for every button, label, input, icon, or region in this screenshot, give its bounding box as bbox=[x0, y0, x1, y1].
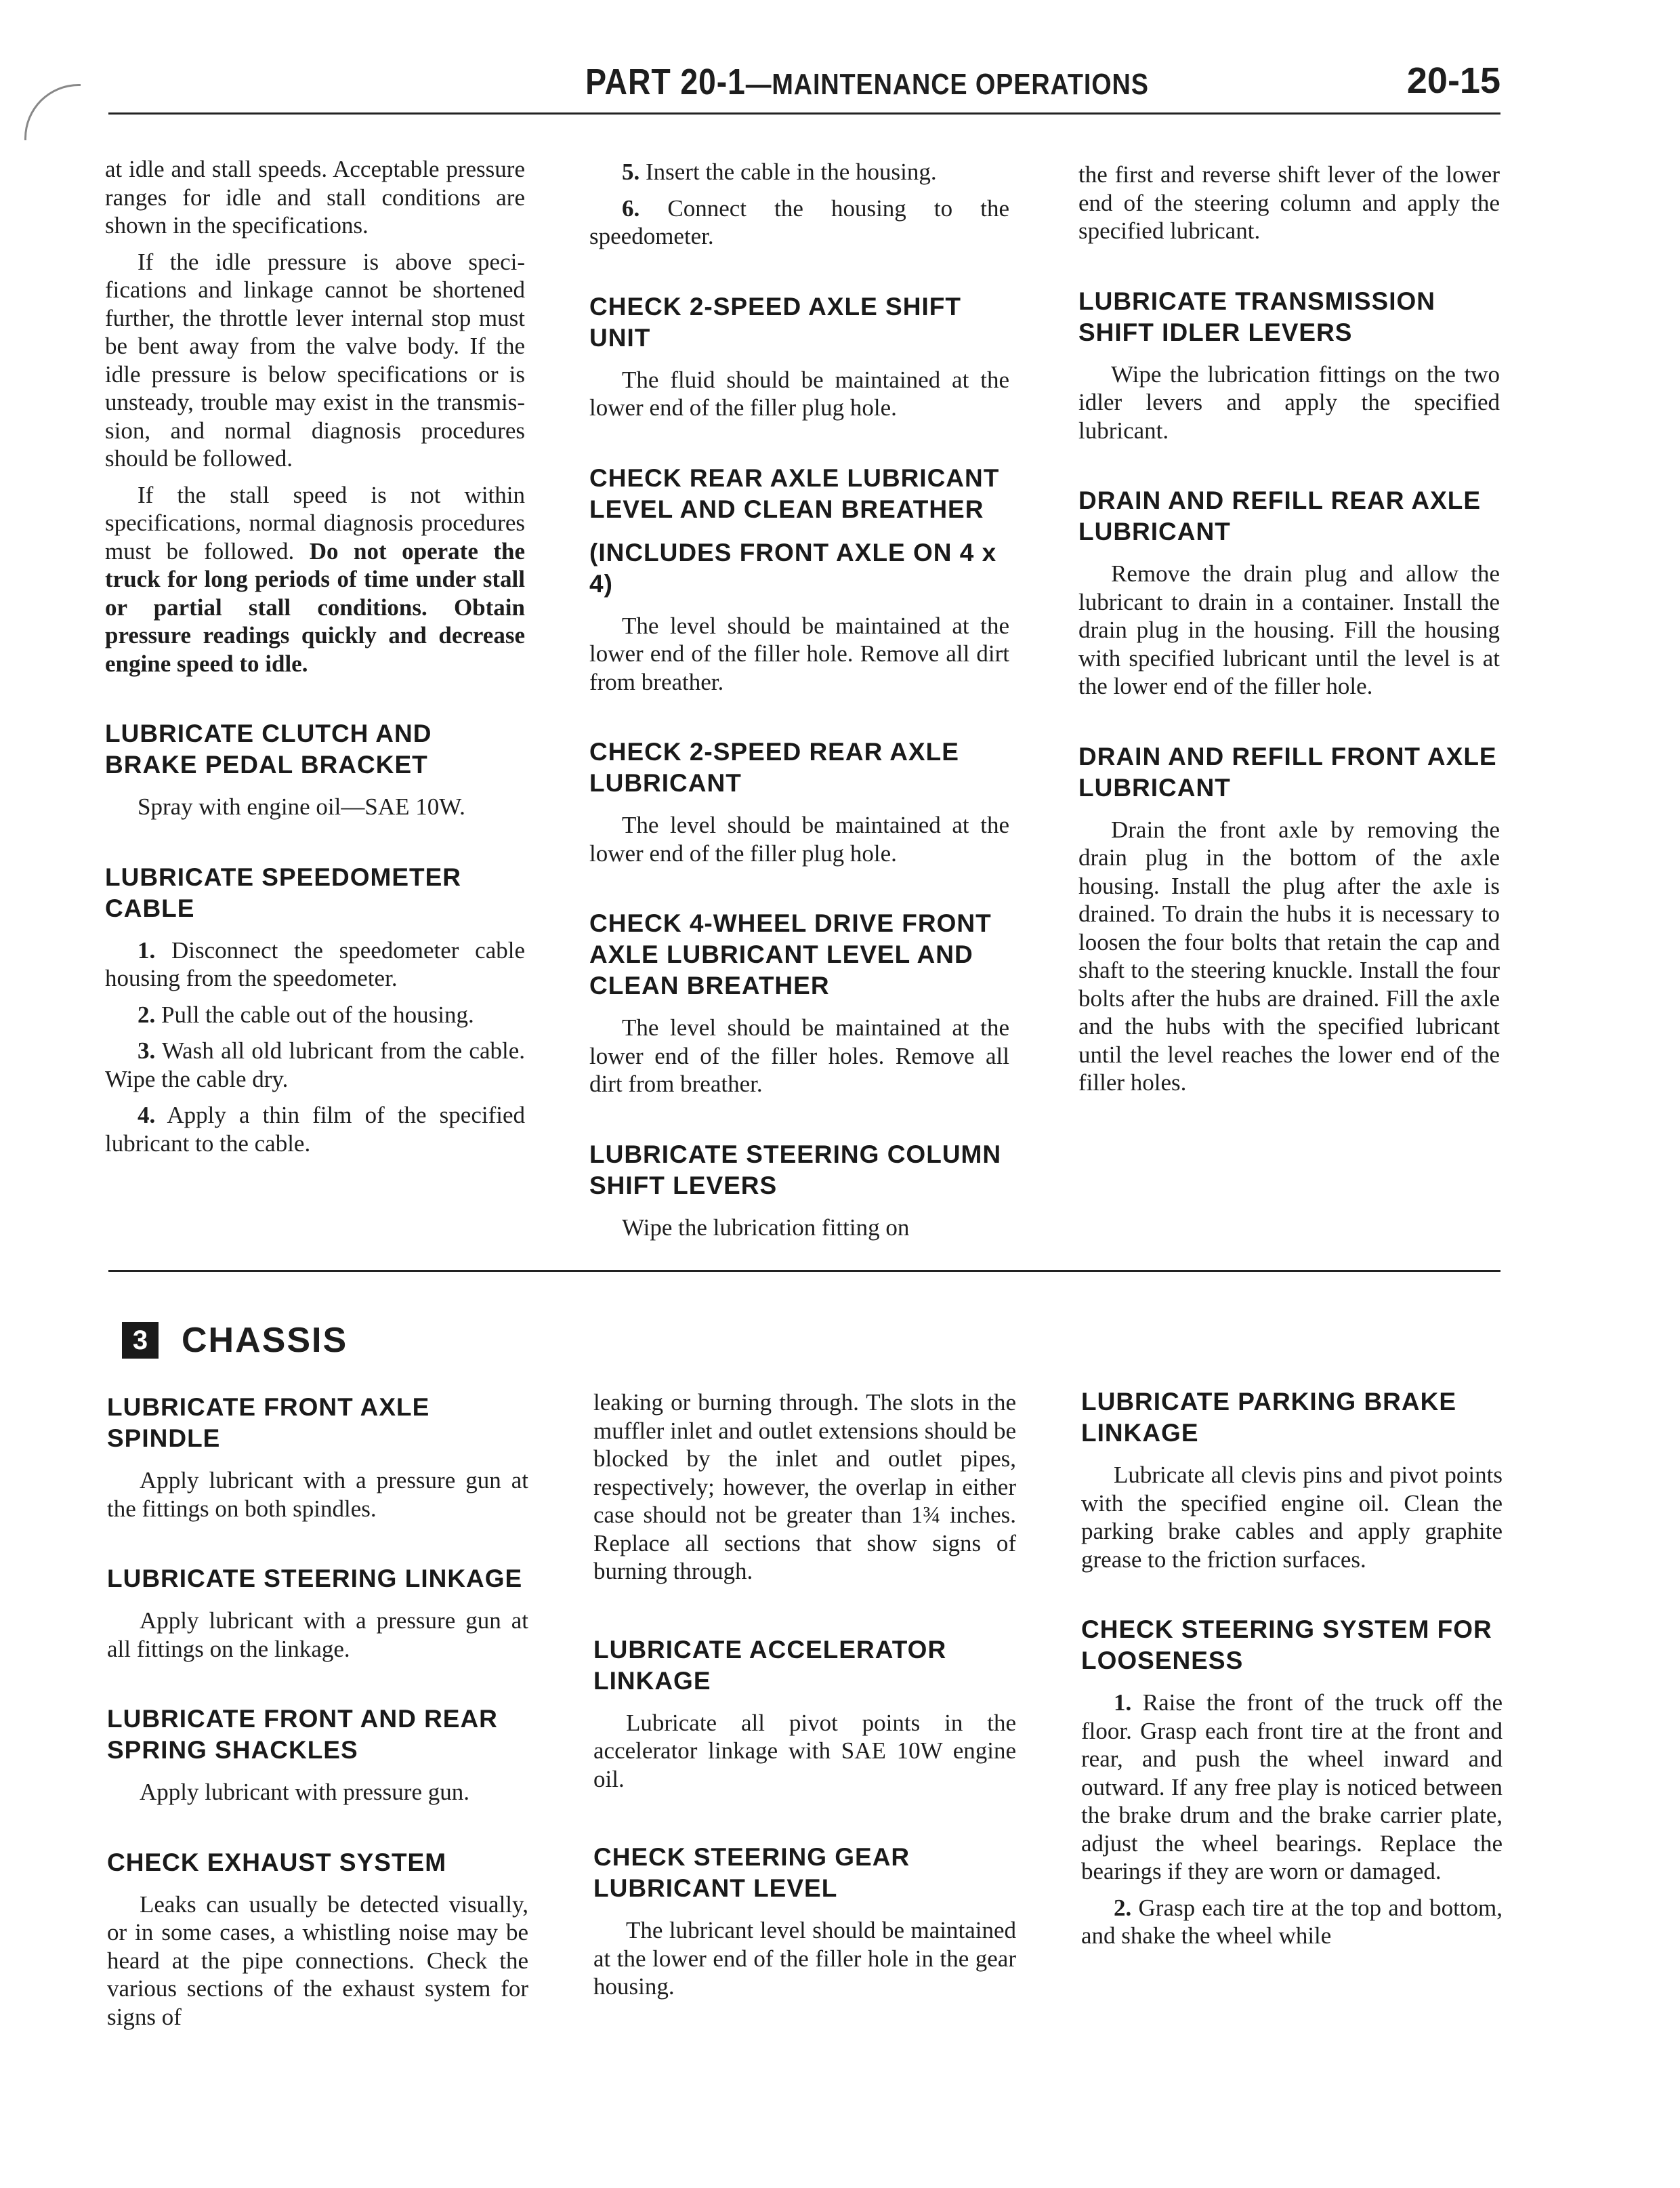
paragraph: the first and reverse shift lever of the lower end of the steering column and apply the specified lubricant. bbox=[1078, 161, 1500, 244]
paragraph: The level should be maintained at the lower end of the filler holes. Remove all dirt from breather. bbox=[589, 1014, 1009, 1097]
top-column-1 bbox=[105, 155, 525, 1165]
paragraph: The level should be maintained at the lower end of the filler plug hole. bbox=[589, 812, 1009, 867]
section-heading-chassis bbox=[122, 1317, 348, 1364]
heading-rear-axle-lubricant: CHECK REAR AXLE LUBRICANT LEVEL AND CLEAN BREATHER bbox=[589, 463, 1000, 523]
heading-accelerator-linkage: LUBRICATE ACCELERATOR LINKAGE bbox=[593, 1635, 947, 1695]
heading-spring-shackles: LUBRICATE FRONT AND REAR SPRING SHACKLES bbox=[107, 1705, 498, 1764]
heading-drain-rear-axle: DRAIN AND REFILL REAR AXLE LUBRICANT bbox=[1078, 487, 1482, 545]
header-part: PART 20-1 bbox=[585, 62, 746, 102]
paragraph: If the idle pressure is above specifications and linkage cannot be shortened further, the throttle lever internal stop must be bent away from the valve body. If the idle pressure is below specifications or is unsteady, trouble may exist in the transmission, and normal diagnosis procedures should be followed. bbox=[105, 248, 525, 472]
step-text: Apply a thin film of the specified lubricant to the cable. bbox=[105, 1102, 525, 1157]
paragraph: Wipe the lubrication fittings on the two idler levers and apply the specified lubricant. bbox=[1078, 360, 1500, 444]
heading-steering-column-levers: LUBRICATE STEERING COLUMN SHIFT LEVERS bbox=[589, 1140, 1002, 1199]
step-1 bbox=[1081, 1689, 1503, 1886]
paragraph: The fluid should be maintained at the lower end of the filler plug hole. bbox=[589, 366, 1009, 421]
paragraph: at idle and stall speeds. Acceptable pressure ranges for idle and stall conditions are shown in the specifications. bbox=[105, 156, 525, 239]
paragraph: leaking or burning through. The slots in the muffler inlet and outlet extensions should be blocked by the inlet and outlet pipes, respectively; however, the overlap in either case should not be greater than 1¾ inches. Replace all sections that show signs of burning through. bbox=[593, 1389, 1016, 1584]
heading-parking-brake-linkage: LUBRICATE PARKING BRAKE LINKAGE bbox=[1081, 1388, 1457, 1447]
step-2 bbox=[1081, 1894, 1503, 1950]
top-column-3 bbox=[1078, 161, 1500, 1105]
step-text: Raise the front of the truck off the floor. Grasp each front tire at the front and rear, and push the wheel inward and outward. If any free play is noticed between the brake drum and the brake carrier plate, adjust the wheel bearings. Replace the bearings if they are worn or damaged. bbox=[1081, 1689, 1503, 1884]
heading-4wd-front-axle: CHECK 4-WHEEL DRIVE FRONT AXLE LUBRICANT LEVEL AND CLEAN BREATHER bbox=[589, 909, 992, 999]
step-1 bbox=[105, 936, 525, 993]
heading-exhaust-system: CHECK EXHAUST SYSTEM bbox=[107, 1848, 447, 1876]
paragraph: Wipe the lubrication fitting on bbox=[622, 1214, 910, 1241]
corner-mark bbox=[24, 84, 81, 140]
heading-2speed-shift-unit: CHECK 2-SPEED AXLE SHIFT UNIT bbox=[589, 292, 961, 352]
section-divider bbox=[108, 1270, 1500, 1272]
heading-transmission-idler-levers: LUBRICATE TRANSMISSION SHIFT IDLER LEVERS bbox=[1078, 287, 1435, 346]
heading-includes-front-axle: (INCLUDES FRONT AXLE ON 4 x 4) bbox=[589, 538, 997, 598]
step-text: Connect the housing to the speedometer. bbox=[589, 194, 1009, 249]
step-text: Disconnect the speedometer cable housing from the speedometer. bbox=[105, 936, 525, 991]
step-text: Grasp each tire at the top and bottom, and shake the wheel while bbox=[1081, 1894, 1503, 1949]
step-number: 1. bbox=[138, 936, 156, 964]
section-title: CHASSIS bbox=[182, 1321, 348, 1360]
paragraph: The lubricant level should be maintained at the lower end of the filler hole in the gear housing. bbox=[593, 1917, 1016, 2000]
top-column-2 bbox=[589, 158, 1009, 1250]
step-number: 5. bbox=[622, 159, 640, 185]
step-text: Insert the cable in the housing. bbox=[639, 159, 937, 185]
page-number: 20-15 bbox=[1406, 60, 1500, 101]
paragraph: The level should be maintained at the lower end of the filler hole. Remove all dirt from breather. bbox=[589, 612, 1009, 695]
paragraph: Apply lubricant with a pressure gun at the fittings on both spindles. bbox=[107, 1467, 528, 1522]
bottom-column-1 bbox=[107, 1392, 528, 2039]
bottom-column-3 bbox=[1081, 1386, 1503, 1958]
warning-text: Do not operate the truck for long periods of time under stall or partial stall conditions. Obtain pressure readings quickly and decrease engine speed to idle. bbox=[105, 537, 525, 677]
paragraph: Remove the drain plug and allow the lubricant to drain in a container. Install the drain plug in the housing. Fill the housing with specified lubricant until the level is at the lower end of the filler hole. bbox=[1078, 560, 1500, 699]
step-number: 4. bbox=[138, 1102, 156, 1128]
heading-clutch-bracket: LUBRICATE CLUTCH AND BRAKE PEDAL BRACKET bbox=[105, 720, 432, 779]
heading-2speed-rear-axle: CHECK 2-SPEED REAR AXLE LUBRICANT bbox=[589, 738, 959, 797]
paragraph bbox=[105, 481, 525, 678]
paragraph: Lubricate all pivot points in the accelerator linkage with SAE 10W engine oil. bbox=[593, 1709, 1016, 1792]
paragraph: Leaks can usually be detected visually, or in some cases, a whistling noise may be heard at the pipe connections. Check the various sections of the exhaust system for signs of bbox=[107, 1891, 528, 2030]
step-number: 2. bbox=[138, 1001, 156, 1028]
bottom-column-2 bbox=[593, 1388, 1016, 2009]
step-4 bbox=[105, 1101, 525, 1157]
step-text: Pull the cable out of the housing. bbox=[155, 1001, 474, 1028]
step-number: 6. bbox=[622, 194, 640, 222]
heading-steering-looseness: CHECK STEERING SYSTEM FOR LOOSENESS bbox=[1081, 1615, 1492, 1674]
heading-front-axle-spindle: LUBRICATE FRONT AXLE SPINDLE bbox=[107, 1393, 430, 1452]
heading-speedometer-cable: LUBRICATE SPEEDOMETER CABLE bbox=[105, 863, 462, 922]
heading-steering-linkage: LUBRICATE STEERING LINKAGE bbox=[107, 1565, 523, 1592]
step-6 bbox=[589, 194, 1009, 251]
step-number: 1. bbox=[1114, 1689, 1132, 1716]
step-number: 3. bbox=[138, 1037, 156, 1064]
paragraph: Lubricate all clevis pins and pivot points with the specified engine oil. Clean the parking brake cables and apply graphite grease to the friction surfaces. bbox=[1081, 1462, 1503, 1573]
step-5 bbox=[589, 158, 1009, 186]
paragraph: Apply lubricant with pressure gun. bbox=[140, 1779, 469, 1805]
page-header bbox=[108, 58, 1500, 115]
heading-steering-gear: CHECK STEERING GEAR LUBRICANT LEVEL bbox=[593, 1843, 910, 1902]
step-2 bbox=[105, 1001, 525, 1029]
step-3 bbox=[105, 1037, 525, 1093]
section-number-badge: 3 bbox=[122, 1322, 159, 1359]
header-title bbox=[576, 61, 1158, 103]
paragraph: Spray with engine oil—SAE 10W. bbox=[138, 793, 465, 820]
paragraph: Apply lubricant with a pressure gun at all fittings on the linkage. bbox=[107, 1607, 528, 1662]
header-section-title: —MAINTENANCE OPERATIONS bbox=[745, 68, 1149, 101]
paragraph: Drain the front axle by removing the drain plug in the bottom of the axle housing. Install the plug after the axle is drained. To drain the hubs it is necessary to loosen the four bolts that retain the cap and shaft to the steering knuckle. Install the four bolts after the hubs are drained. Fill the axle and the hubs with the specified lubricant until the level reaches the lower end of the filler holes. bbox=[1078, 816, 1500, 1096]
heading-drain-front-axle: DRAIN AND REFILL FRONT AXLE LUBRICANT bbox=[1078, 742, 1497, 802]
step-text: Wash all old lubricant from the cable. Wipe the cable dry. bbox=[105, 1037, 525, 1092]
step-number: 2. bbox=[1114, 1894, 1132, 1921]
paragraph-text: If the stall speed is not within specifications, normal diagnosis procedures must be followed. bbox=[105, 481, 525, 564]
